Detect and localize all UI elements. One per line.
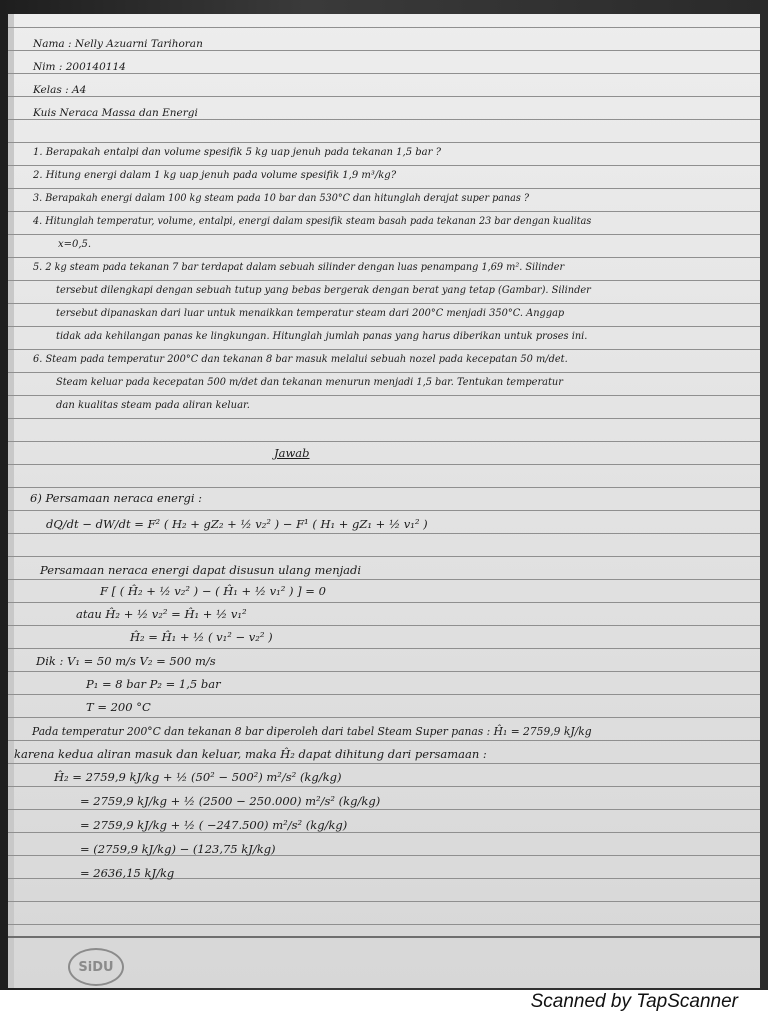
- answer-line-3: Persamaan neraca energi dapat disusun ulang menjadi: [40, 563, 362, 577]
- rule-line: [8, 50, 760, 51]
- answer-line-6: Ĥ₂ = Ĥ₁ + ½ ( v₁² − v₂² ): [130, 630, 273, 644]
- question-5-line-2: tersebut dilengkapi dengan sebuah tutup yang bebas bergerak dengan berat yang tetap (Gambar). Silinder: [56, 285, 591, 296]
- rule-line: [8, 27, 760, 28]
- rule-line: [8, 73, 760, 74]
- question-1: 1. Berapakah entalpi dan volume spesifik 5 kg uap jenuh pada tekanan 1,5 bar ?: [33, 147, 441, 158]
- rule-line: [8, 349, 760, 350]
- question-6-line-3: dan kualitas steam pada aliran keluar.: [56, 400, 250, 411]
- rule-line: [8, 809, 760, 810]
- rule-line: [8, 786, 760, 787]
- question-4-line-2: x=0,5.: [58, 239, 92, 250]
- rule-line: [8, 96, 760, 97]
- rule-line: [8, 418, 760, 419]
- rule-line: [8, 510, 760, 511]
- calc-step-3: = 2759,9 kJ/kg + ½ ( −247.500) m²/s² (kg/kg): [80, 818, 348, 832]
- question-5-line-1: 5. 2 kg steam pada tekanan 7 bar terdapat dalam sebuah silinder dengan luas penampang 1,69 m². Silinder: [33, 262, 565, 273]
- answer-line-11: karena kedua aliran masuk dan keluar, maka Ĥ₂ dapat dihitung dari persamaan :: [14, 747, 487, 761]
- rule-line: [8, 763, 760, 764]
- rule-line: [8, 464, 760, 465]
- calc-step-2: = 2759,9 kJ/kg + ½ (2500 − 250.000) m²/s² (kg/kg): [80, 794, 381, 808]
- notebook-page: [8, 14, 760, 988]
- answer-heading: Jawab: [274, 446, 310, 460]
- question-2: 2. Hitung energi dalam 1 kg uap jenuh pada volume spesifik 1,9 m³/kg?: [33, 170, 397, 181]
- rule-line: [8, 280, 760, 281]
- given-pressures: P₁ = 8 bar P₂ = 1,5 bar: [86, 677, 221, 691]
- rule-line: [8, 257, 760, 258]
- rule-line: [8, 740, 760, 741]
- rule-line: [8, 211, 760, 212]
- rule-line: [8, 326, 760, 327]
- given-velocities: Dik : V₁ = 50 m/s V₂ = 500 m/s: [36, 654, 216, 668]
- answer-line-5: atau Ĥ₂ + ½ v₂² = Ĥ₁ + ½ v₁²: [76, 607, 247, 621]
- rule-line: [8, 372, 760, 373]
- rule-line: [8, 901, 760, 902]
- scanner-watermark: Scanned by TapScanner: [530, 991, 738, 1012]
- rule-line: [8, 441, 760, 442]
- rule-line: [8, 694, 760, 695]
- question-4-line-1: 4. Hitunglah temperatur, volume, entalpi, energi dalam spesifik steam basah pada tekanan 23 bar dengan kualitas: [33, 216, 592, 227]
- final-result: = 2636,15 kJ/kg: [80, 866, 175, 880]
- question-3: 3. Berapakah energi dalam 100 kg steam pada 10 bar dan 530°C dan hitunglah derajat super panas ?: [33, 193, 530, 204]
- rule-line: [8, 936, 760, 938]
- answer-line-1: 6) Persamaan neraca energi :: [30, 491, 203, 505]
- rule-line: [8, 625, 760, 626]
- rule-line: [8, 556, 760, 557]
- quiz-title: Kuis Neraca Massa dan Energi: [33, 107, 198, 119]
- energy-balance-equation: dQ/dt − dW/dt = F² ( H₂ + gZ₂ + ½ v₂² ) − F¹ ( H₁ + gZ₁ + ½ v₁² ): [46, 517, 428, 531]
- question-5-line-3: tersebut dipanaskan dari luar untuk menaikkan temperatur steam dari 200°C menjadi 350°C. Anggap: [56, 308, 565, 319]
- rule-line: [8, 303, 760, 304]
- rule-line: [8, 188, 760, 189]
- rule-line: [8, 648, 760, 649]
- question-5-line-4: tidak ada kehilangan panas ke lingkungan. Hitunglah jumlah panas yang harus diberikan untuk proses ini.: [56, 331, 588, 342]
- rule-line: [8, 533, 760, 534]
- rule-line: [8, 717, 760, 718]
- given-temperature: T = 200 °C: [86, 700, 151, 714]
- student-name: Nama : Nelly Azuarni Tarihoran: [33, 38, 203, 50]
- rule-line: [8, 142, 760, 143]
- binding-edge: [8, 14, 14, 988]
- rule-line: [8, 671, 760, 672]
- rule-line: [8, 832, 760, 833]
- student-class: Kelas : A4: [33, 84, 87, 96]
- notebook-brand-logo: SiDU: [68, 948, 124, 986]
- rule-line: [8, 395, 760, 396]
- rule-line: [8, 602, 760, 603]
- student-nim: Nim : 200140114: [33, 61, 126, 73]
- calc-step-1: Ĥ₂ = 2759,9 kJ/kg + ½ (50² − 500²) m²/s² (kg/kg): [54, 770, 342, 784]
- calc-step-4: = (2759,9 kJ/kg) − (123,75 kJ/kg): [80, 842, 276, 856]
- rule-line: [8, 487, 760, 488]
- question-6-line-1: 6. Steam pada temperatur 200°C dan tekanan 8 bar masuk melalui sebuah nozel pada kecepatan 50 m/det.: [33, 354, 568, 365]
- rule-line: [8, 234, 760, 235]
- answer-line-10: Pada temperatur 200°C dan tekanan 8 bar diperoleh dari tabel Steam Super panas : Ĥ₁ = 2759,9 kJ/kg: [32, 724, 592, 738]
- rule-line: [8, 579, 760, 580]
- answer-line-4: F [ ( Ĥ₂ + ½ v₂² ) − ( Ĥ₁ + ½ v₁² ) ] = 0: [100, 584, 326, 598]
- question-6-line-2: Steam keluar pada kecepatan 500 m/det dan tekanan menurun menjadi 1,5 bar. Tentukan temperatur: [56, 377, 563, 388]
- rule-line: [8, 119, 760, 120]
- rule-line: [8, 924, 760, 925]
- rule-line: [8, 165, 760, 166]
